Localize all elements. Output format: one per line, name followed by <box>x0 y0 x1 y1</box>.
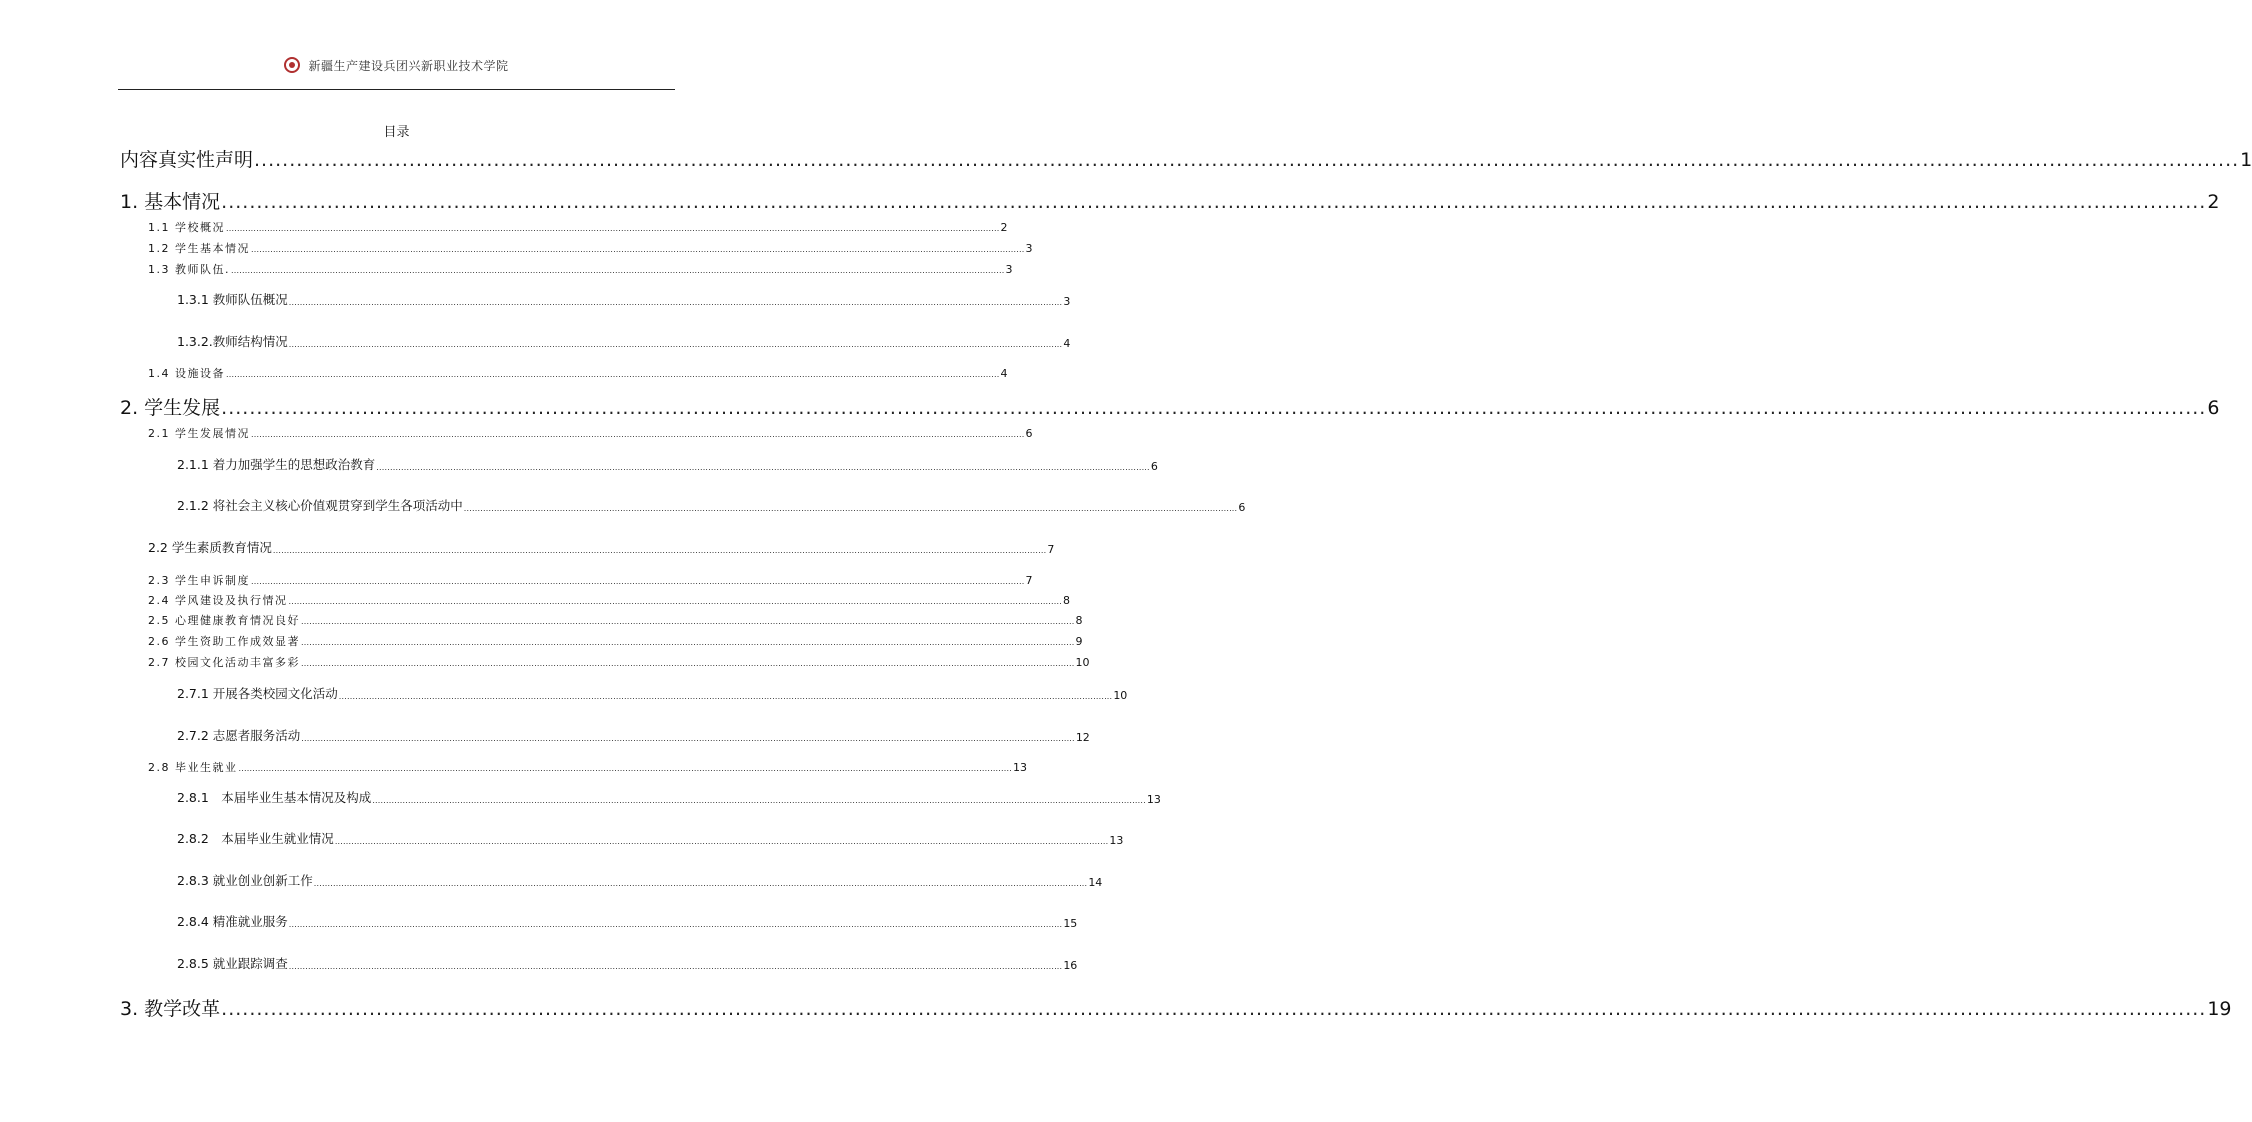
toc-leader: .......................................................................................................................................................................................................................................................................................... <box>288 961 1063 971</box>
toc-entry-page: 13 <box>1146 792 1161 806</box>
toc-leader: .......................................................................................................................................................................................................................................................................................... <box>301 617 1075 626</box>
toc-entry-label: 2.8.1 本届毕业生基本情况及构成 <box>177 790 372 805</box>
toc-entry-page: 13 <box>1109 833 1124 847</box>
toc-entry-label: 2.5 心理健康教育情况良好 <box>148 614 300 627</box>
toc-entry[interactable] <box>177 873 1103 889</box>
toc-leader: .......................................................................................................................................................................................................................................................................................... <box>301 638 1075 647</box>
toc-leader: .......................................................................................................................................................................................................................................................................................... <box>251 245 1025 254</box>
toc-entry-label: 1. 基本情况 <box>120 191 221 213</box>
toc-entry-page: 10 <box>1075 656 1090 669</box>
toc-entry-page: 7 <box>1047 542 1055 556</box>
toc-leader: .......................................................................................................................................................................................................................................................................................... <box>313 878 1088 888</box>
toc-entry-page: 3 <box>1025 242 1033 255</box>
toc-leader: .......................................................................................................................................................................................................................................................................................... <box>254 149 2240 171</box>
toc-entry-page: 6 <box>2207 397 2220 419</box>
toc-entry[interactable] <box>148 540 1055 556</box>
toc-entry-page: 8 <box>1075 614 1083 627</box>
toc-entry-page: 16 <box>1063 958 1078 972</box>
toc-entry-label: 2. 学生发展 <box>120 397 221 419</box>
toc-leader: .......................................................................................................................................................................................................................................................................................... <box>463 503 1238 513</box>
toc-entry-label: 2.8.5 就业跟踪调查 <box>177 956 288 971</box>
toc-entry[interactable] <box>148 594 1071 607</box>
toc-entry-label: 2.1 学生发展情况 <box>148 427 250 440</box>
toc-entry-page: 6 <box>1150 459 1158 473</box>
toc-entry-page: 4 <box>1063 336 1071 350</box>
toc-entry-label: 2.7 校园文化活动丰富多彩 <box>148 656 300 669</box>
toc-entry[interactable] <box>148 221 1008 234</box>
toc-leader: .......................................................................................................................................................................................................................................................................................... <box>251 577 1025 586</box>
toc-entry-label: 2.2 学生素质教育情况 <box>148 540 272 555</box>
toc-entry-label: 2.1.1 着力加强学生的思想政治教育 <box>177 457 376 472</box>
toc-entry-label: 2.7.1 开展各类校园文化活动 <box>177 686 338 701</box>
toc-entry[interactable] <box>177 790 1161 806</box>
toc-entry-label: 2.8.4 精准就业服务 <box>177 914 288 929</box>
toc-leader: .......................................................................................................................................................................................................................................................................................... <box>301 659 1075 668</box>
toc-entry-label: 1.1 学校概况 <box>148 221 225 234</box>
toc-entry-page: 3 <box>1005 263 1013 276</box>
toc-entry-page: 13 <box>1013 761 1028 774</box>
toc-leader: .......................................................................................................................................................................................................................................................................................... <box>221 998 2207 1020</box>
toc-leader: .......................................................................................................................................................................................................................................................................................... <box>226 224 1000 233</box>
toc-entry[interactable] <box>148 263 1013 276</box>
toc-entry-label: 2.4 学风建设及执行情况 <box>148 594 288 607</box>
toc-entry[interactable] <box>148 242 1033 255</box>
toc-entry[interactable] <box>120 397 2220 419</box>
toc-leader: .......................................................................................................................................................................................................................................................................................... <box>288 297 1063 307</box>
toc-entry-label: 2.7.2 志愿者服务活动 <box>177 728 301 743</box>
toc-leader: .......................................................................................................................................................................................................................................................................................... <box>231 266 1005 275</box>
toc-leader: .......................................................................................................................................................................................................................................................................................... <box>334 836 1109 846</box>
toc-entry[interactable] <box>148 367 1008 380</box>
toc-entry-page: 14 <box>1088 875 1103 889</box>
toc-entry[interactable] <box>177 956 1078 972</box>
toc-entry-page: 7 <box>1025 574 1033 587</box>
toc-leader: .......................................................................................................................................................................................................................................................................................... <box>272 545 1047 555</box>
toc-entry-label: 1.3.2.教师结构情况 <box>177 334 288 349</box>
toc-entry[interactable] <box>120 998 2232 1020</box>
toc-leader: .......................................................................................................................................................................................................................................................................................... <box>376 462 1150 472</box>
toc-leader: .......................................................................................................................................................................................................................................................................................... <box>372 795 1146 805</box>
toc-entry-page: 6 <box>1025 427 1033 440</box>
toc-entry-label: 1.3.1 教师队伍概况 <box>177 292 288 307</box>
toc-entry[interactable] <box>177 334 1071 350</box>
toc-entry-label: 2.8.2 本届毕业生就业情况 <box>177 831 334 846</box>
toc-entry[interactable] <box>120 191 2220 213</box>
toc-leader: .......................................................................................................................................................................................................................................................................................... <box>238 764 1013 773</box>
toc-entry-page: 6 <box>1238 500 1246 514</box>
toc-entry[interactable] <box>177 831 1124 847</box>
toc-entry[interactable] <box>177 457 1158 473</box>
toc-entry-page: 2 <box>1000 221 1008 234</box>
toc-leader: .......................................................................................................................................................................................................................................................................................... <box>301 733 1075 743</box>
toc-entry-page: 15 <box>1063 916 1078 930</box>
toc-entry-label: 3. 教学改革 <box>120 998 221 1020</box>
toc-entry-page: 8 <box>1063 594 1071 607</box>
toc-leader: .......................................................................................................................................................................................................................................................................................... <box>226 370 1000 379</box>
toc-entry[interactable] <box>148 574 1033 587</box>
toc-title: 目录 <box>383 125 410 140</box>
toc-entry-page: 3 <box>1063 294 1071 308</box>
toc-leader: .......................................................................................................................................................................................................................................................................................... <box>288 919 1063 929</box>
toc-entry-page: 9 <box>1075 635 1083 648</box>
toc-entry-page: 10 <box>1113 688 1128 702</box>
toc-entry[interactable] <box>177 686 1128 702</box>
toc-entry-page: 1 <box>2240 149 2252 171</box>
toc-entry-label: 2.8.3 就业创业创新工作 <box>177 873 313 888</box>
toc-entry[interactable] <box>177 292 1071 308</box>
toc-entry[interactable] <box>177 914 1078 930</box>
toc-entry[interactable] <box>148 656 1090 669</box>
toc-entry-label: 2.8 毕业生就业 <box>148 761 238 774</box>
toc-entry-label: 1.3 教师队伍. <box>148 263 230 276</box>
toc-leader: .......................................................................................................................................................................................................................................................................................... <box>221 397 2207 419</box>
toc-entry-page: 19 <box>2207 998 2232 1020</box>
toc-entry[interactable] <box>148 761 1028 774</box>
toc-entry-label: 2.6 学生资助工作成效显著 <box>148 635 300 648</box>
toc-entry[interactable] <box>148 635 1083 648</box>
toc-entry-page: 4 <box>1000 367 1008 380</box>
toc-entry[interactable] <box>120 149 2252 171</box>
toc-entry-label: 1.4 设施设备 <box>148 367 225 380</box>
toc-entry-page: 12 <box>1075 730 1090 744</box>
toc-entry[interactable] <box>177 728 1090 744</box>
toc-entry[interactable] <box>148 614 1083 627</box>
toc-leader: .......................................................................................................................................................................................................................................................................................... <box>288 339 1063 349</box>
toc-entry-page: 2 <box>2207 191 2220 213</box>
toc-leader: .......................................................................................................................................................................................................................................................................................... <box>288 597 1063 606</box>
toc-entry-label: 1.2 学生基本情况 <box>148 242 250 255</box>
toc-leader: .......................................................................................................................................................................................................................................................................................... <box>221 191 2207 213</box>
toc-entry-label: 2.3 学生申诉制度 <box>148 574 250 587</box>
toc-entry-label: 2.1.2 将社会主义核心价值观贯穿到学生各项活动中 <box>177 498 463 513</box>
institution-name: 新疆生产建设兵团兴新职业技术学院 <box>308 58 509 73</box>
toc-leader: .......................................................................................................................................................................................................................................................................................... <box>251 430 1025 439</box>
toc-entry[interactable] <box>177 498 1246 514</box>
toc-entry-label: 内容真实性声明 <box>120 149 254 171</box>
toc-entry[interactable] <box>148 427 1033 440</box>
toc-leader: .......................................................................................................................................................................................................................................................................................... <box>338 691 1113 701</box>
